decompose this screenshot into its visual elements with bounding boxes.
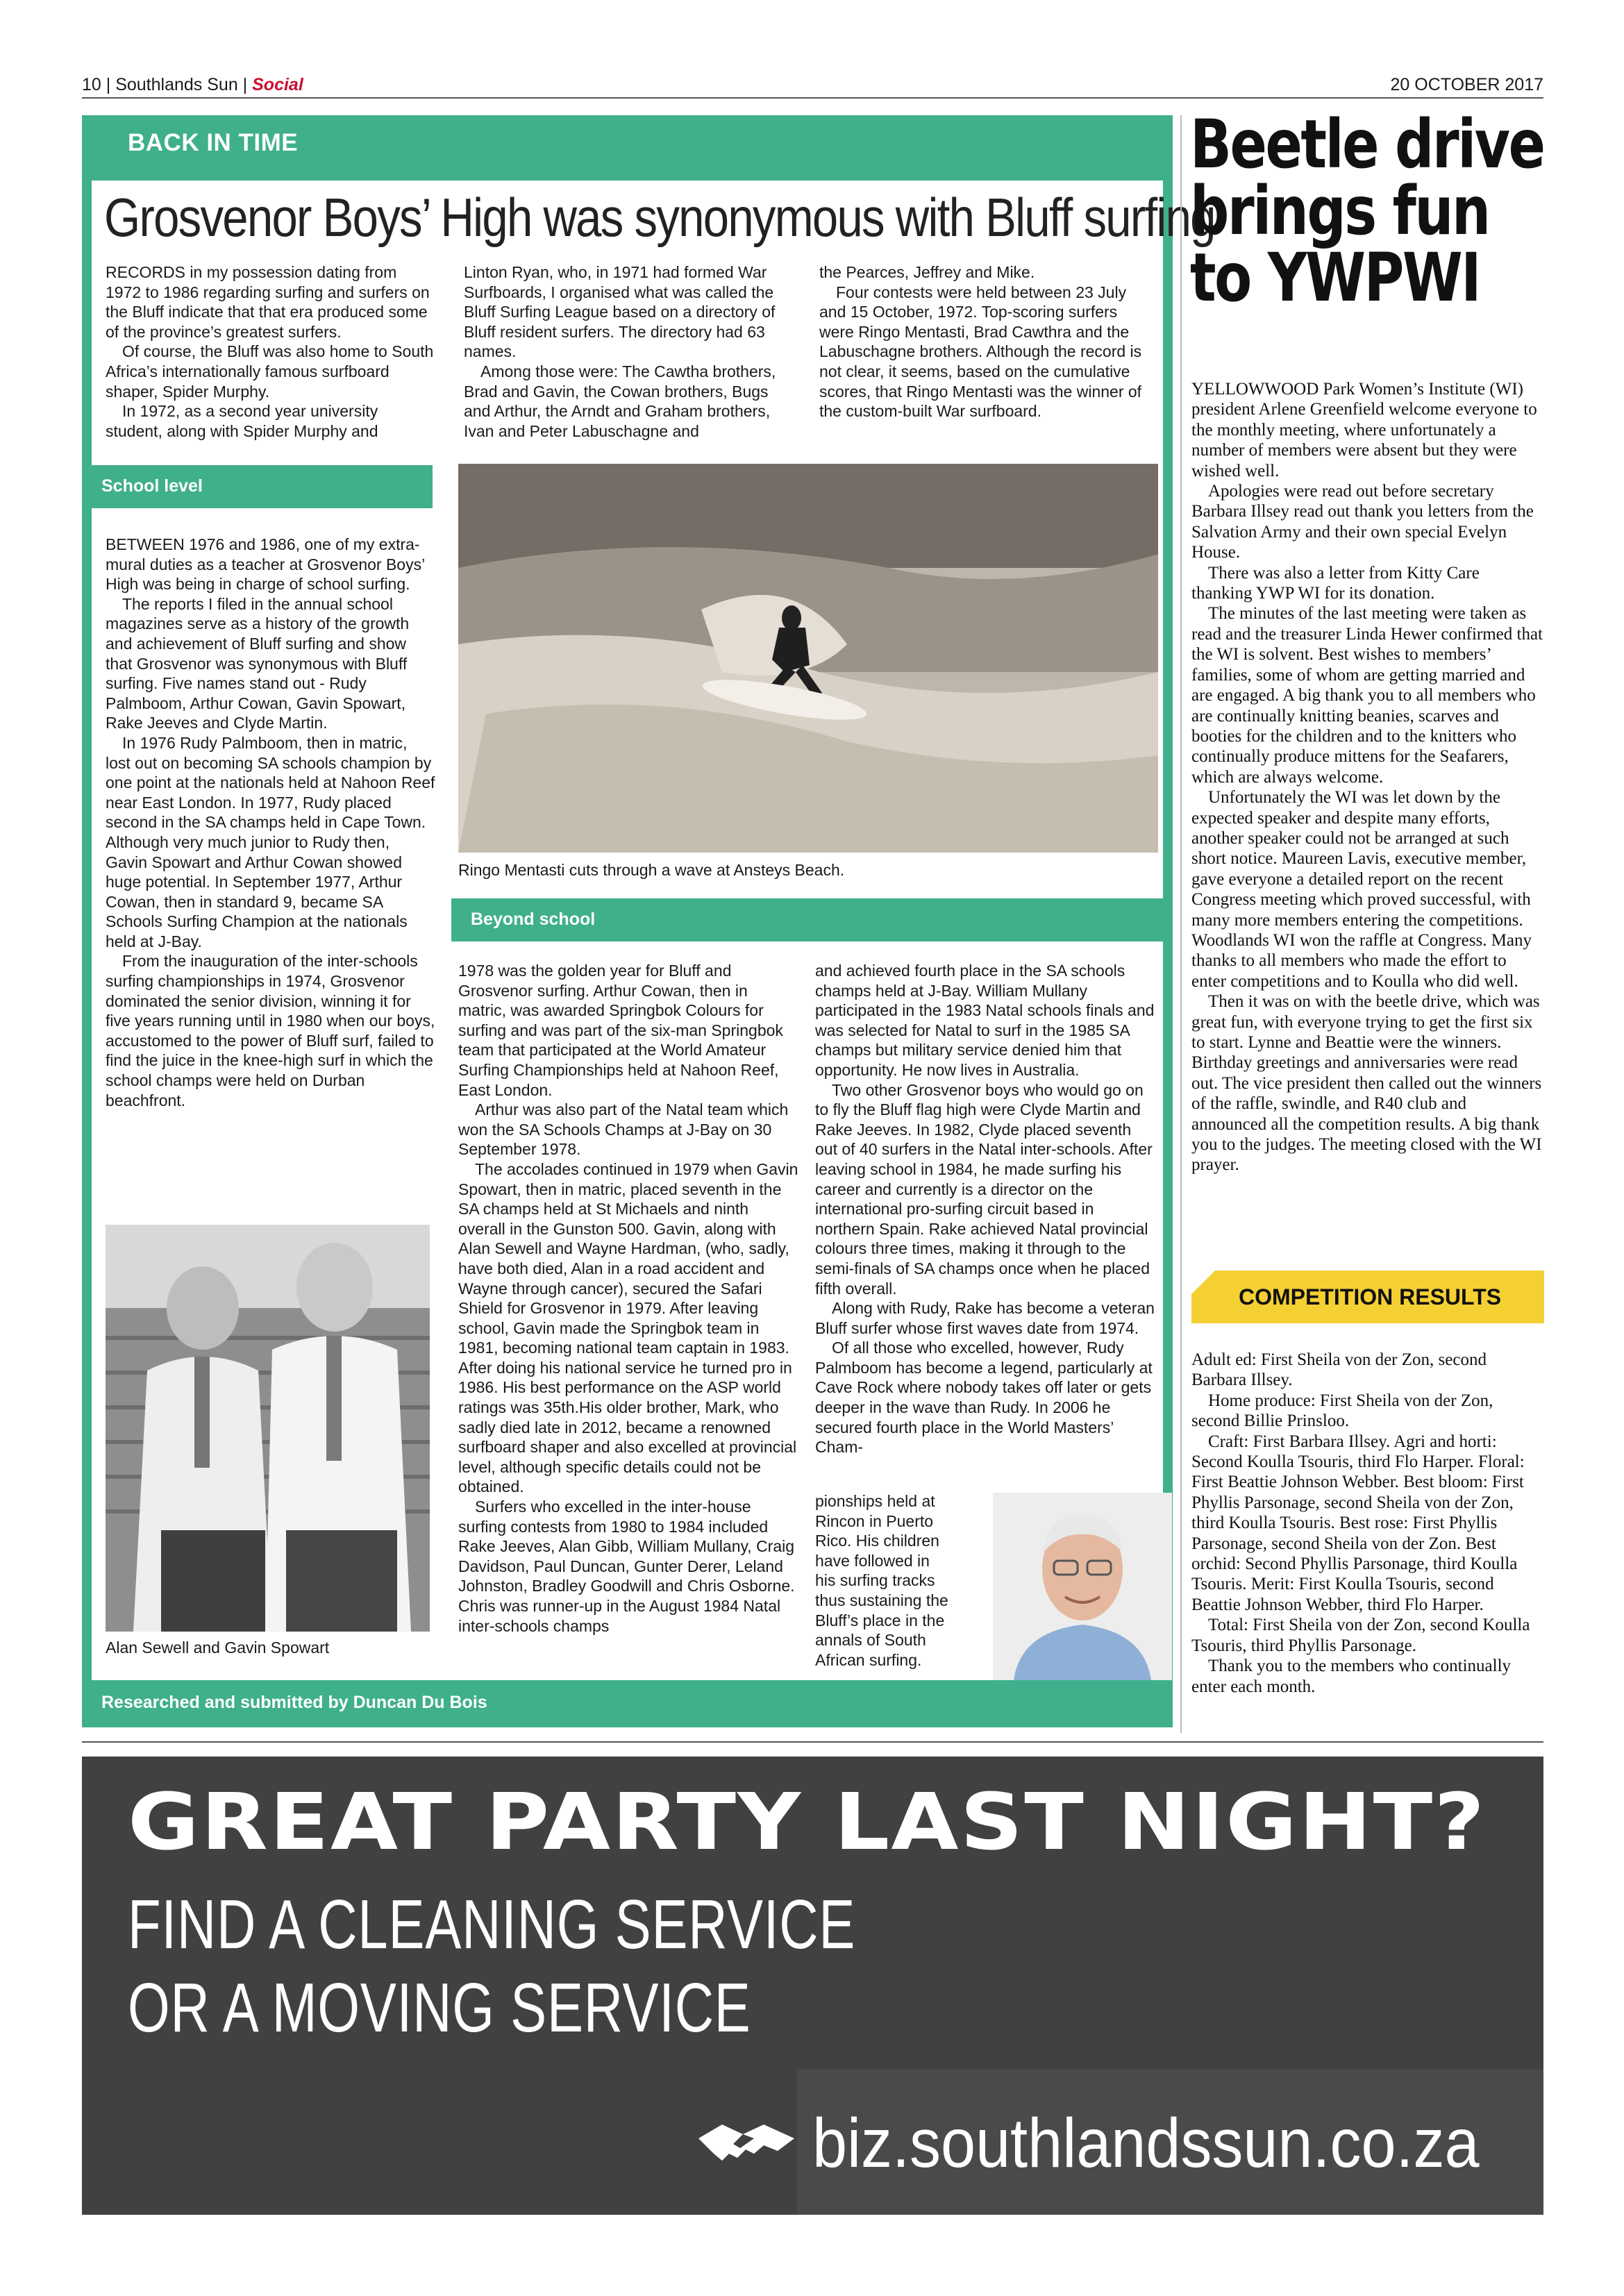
ad-subline xyxy=(128,1883,855,2050)
paragraph: Two other Grosvenor boys who would go on to fly the Bluff flag high were Clyde Martin and Rake Jeeves. In 1982, Clyde placed seventh out of 40 surfers in the Natal inter-schools. After leaving school in 1984, he made surfing his career and currently is a director on the international pro-surfing circuit based in northern Spain. Rake achieved Natal provincial colours three times, making it through to the semi-finals of SA champs once when he placed fifth overall. xyxy=(815,1080,1153,1298)
paragraph: Of course, the Bluff was also home to South Africa’s internationally famous surfboard shaper, Spider Murphy. xyxy=(106,342,434,401)
ad-headline: GREAT PARTY LAST NIGHT? xyxy=(128,1777,1487,1868)
paragraph: RECORDS in my possession dating from 1972 to 1986 regarding surfing and surfers on the Bluff indicate that that era produced some of the province’s greatest surfers. xyxy=(106,263,430,341)
article-credit: Researched and submitted by Duncan Du Bois xyxy=(82,1680,1173,1727)
school-level-subhead: School level xyxy=(82,465,433,508)
paragraph: Unfortunately the WI was let down by the expected speaker and despite many efforts, another speaker could not be arranged at such short notice. Maureen Lavis, executive member, gave everyone a detailed report on the recent Congress meeting which proved successful, with many more members entering the competitions. Woodlands WI won the raffle at Congress. Many thanks to all members who made the effort to enter competitions and to Koulla who did well. xyxy=(1191,788,1532,991)
beyond-school-column-a xyxy=(458,961,798,1636)
handshake-icon xyxy=(694,2111,798,2180)
beyond-school-column-b-tail xyxy=(815,1491,982,1670)
competition-results-body xyxy=(1191,1350,1544,1697)
header-rule xyxy=(82,97,1543,99)
paragraph: The minutes of the last meeting were taken as read and the treasurer Linda Hewer confirmed that the WI is solvent. Best wishes to members’ families, some of whom are getting married and are engaged. A big thank you to all members who are continually knitting beanies, scarves and booties for the children and to the knitters who continually produce mittens for the Seafarers, which are always welcome. xyxy=(1191,604,1543,787)
intro-column-1 xyxy=(106,262,435,441)
headline-line: Beetle drive xyxy=(1190,106,1544,183)
intro-column-2 xyxy=(464,262,794,441)
paragraph: Among those were: The Cawtha brothers, Brad and Gavin, the Cowan brothers, Bugs and Arthur, the Arndt and Graham brothers, Ivan and Peter Labuschagne and xyxy=(464,362,776,440)
photo-alan-sewell-gavin-spowart xyxy=(106,1225,430,1632)
paragraph: Surfers who excelled in the inter-house surfing contests from 1980 to 1984 included Rake Jeeves, Alan Gibb, William Mullany, Craig Davidson, Paul Duncan, Gunter Derer, Leland Johnston, Bradley Goodwill and Chris Osborne. Chris was runner-up in the August 1984 Natal inter-schools champs xyxy=(458,1498,795,1635)
paragraph: the Pearces, Jeffrey and Mike. xyxy=(819,263,1035,281)
issue-date: 20 OCTOBER 2017 xyxy=(1390,74,1543,94)
text-line: his surfing tracks xyxy=(815,1571,935,1590)
text-line: thus sustaining the xyxy=(815,1591,948,1609)
column-divider xyxy=(1180,115,1182,1733)
beetle-drive-body xyxy=(1191,379,1544,1175)
paragraph: and achieved fourth place in the SA schools champs held at J-Bay. William Mullany participated in the 1983 Natal schools finals and was selected for Natal to surf in the 1985 SA champs but military service denied him that opportunity. He now lives in Australia. xyxy=(815,962,1155,1079)
article-headline: Grosvenor Boys’ High was synonymous with Bluff surfing xyxy=(104,187,1215,248)
paragraph: Linton Ryan, who, in 1971 had formed War Surfboards, I organised what was called the Bluff Surfing League based on a directory of Bluff resident surfers. The directory had 63 names. xyxy=(464,263,776,361)
paragraph: YELLOWWOOD Park Women’s Institute (WI) president Arlene Greenfield welcome everyone to the monthly meeting, where unfortunately a number of members were absent but they were wished well. xyxy=(1191,380,1537,480)
photo-boys-illustration xyxy=(106,1225,430,1632)
paragraph: BETWEEN 1976 and 1986, one of my extra-mural duties as a teacher at Grosvenor Boys’ High was being in charge of school surfing. xyxy=(106,535,425,594)
text-line: Rico. His children xyxy=(815,1532,939,1550)
paragraph: 1978 was the golden year for Bluff and Grosvenor surfing. Arthur Cowan, then in matric, was awarded Springbok Colours for surfing and was part of the six-man Springbok team that participated at the World Amateur Surfing Championships held at Nahoon Reef, East London. xyxy=(458,962,783,1099)
text-line: Rincon in Puerto xyxy=(815,1511,934,1530)
paragraph: Craft: First Barbara Illsey. Agri and horti: Second Koulla Tsouris, third Flo Harper. Floral: First Beattie Johnson Webber. Best bloom: First Phyllis Parsonage, second Sheila von der Zon, third Koulla Tsouris. Best rose: First Phyllis Parsonage, second Sheila von der Zon. Best orchid: Second Phyllis Parsonage, third Koulla Tsouris. Merit: First Koulla Tsouris, second Beattie Johnson Webber, third Flo Harper. xyxy=(1191,1432,1525,1614)
paragraph: Four contests were held between 23 July and 15 October, 1972. Top-scoring surfers were Ringo Mentasti, Brad Cawthra and the Labuschagne brothers. Although the record is not clear, it seems, based on the cumulative scores, that Ringo Mentasti was the winner of the custom-built War surfboard. xyxy=(819,283,1142,421)
intro-column-3 xyxy=(819,262,1149,421)
bottom-rule xyxy=(82,1741,1543,1743)
competition-results-heading: COMPETITION RESULTS xyxy=(1191,1271,1544,1323)
paragraph: Total: First Sheila von der Zon, second Koulla Tsouris, third Phyllis Parsonage. xyxy=(1191,1616,1530,1655)
paragraph: Arthur was also part of the Natal team which won the SA Schools Champs at J-Bay on 30 September 1978. xyxy=(458,1100,789,1159)
beyond-school-column-b xyxy=(815,961,1155,1457)
paragraph: Then it was on with the beetle drive, which was great fun, with everyone trying to get the first six to start. Lynne and Beattie were the winners. Birthday greetings and anniversaries were read out. The vice president then called out the winners of the raffle, swindle, and R40 club and announced all the competition results. A big thank you to the judges. The meeting closed with the WI prayer. xyxy=(1191,992,1542,1175)
publication-name: Southlands Sun xyxy=(115,74,238,94)
author-portrait-illustration xyxy=(993,1493,1172,1680)
paragraph: Thank you to the members who continually enter each month. xyxy=(1191,1657,1512,1696)
beyond-school-subhead: Beyond school xyxy=(451,898,1172,941)
page-number: 10 xyxy=(82,74,101,94)
text-line: annals of South xyxy=(815,1631,926,1650)
page-folio: 10 | Southlands Sun | Social xyxy=(82,74,303,94)
section-name: Social xyxy=(252,74,303,94)
headline-line: to YWPWI xyxy=(1190,239,1480,317)
photo-surf-illustration xyxy=(458,464,1158,853)
photo-boys-caption: Alan Sewell and Gavin Spowart xyxy=(106,1639,330,1657)
paragraph: In 1972, as a second year university student, along with Spider Murphy and xyxy=(106,402,378,440)
paragraph: Apologies were read out before secretary Barbara Illsey read out thank you letters from the Salvation Army and their own special Evelyn House. xyxy=(1191,482,1534,562)
ad-subline-1: FIND A CLEANING SERVICE xyxy=(128,1886,856,1963)
photo-surf-caption: Ringo Mentasti cuts through a wave at Ansteys Beach. xyxy=(458,861,845,879)
text-line: Bluff’s place in the xyxy=(815,1611,945,1629)
ad-subline-2: OR A MOVING SERVICE xyxy=(128,1969,751,2047)
ad-url[interactable]: biz.southlandssun.co.za xyxy=(812,2104,1480,2182)
paragraph: The reports I filed in the annual school magazines serve as a history of the growth and achievement of Bluff surfing and show that Grosvenor was synonymous with Bluff surfing. Five names stand out - Rudy Palmboom, Arthur Cowan, Gavin Spowart, Rake Jeeves and Clyde Martin. xyxy=(106,594,410,732)
beetle-drive-headline xyxy=(1190,106,1544,317)
school-level-column xyxy=(106,535,435,1110)
page-header xyxy=(82,72,1543,97)
paragraph: The accolades continued in 1979 when Gavin Spowart, then in matric, placed seventh in the SA champs held at St Michaels and ninth overall in the Gunston 500. Gavin, along with Alan Sewell and Wayne Hardman, (who, sadly, have both died, Alan in a road accident and Wayne through cancer), secured the Safari Shield for Grosvenor in 1979. After leaving school, Gavin made the Springbok team in 1981, becoming national team captain in 1983. After doing his national service he turned pro in 1986. His best performance on the ASP world ratings was 35th.His older brother, Mark, who sadly died late in 2012, became a renowned surfboard shaper and also excelled at provincial level, although specific details could not be obtained. xyxy=(458,1159,798,1496)
text-line: African surfing. xyxy=(815,1650,922,1669)
paragraph: From the inauguration of the inter-schools surfing championships in 1974, Grosvenor dominated the senior division, winning it for five years running until in 1980 when our boys, accustomed to the power of Bluff surf, failed to find the juice in the knee-high surf in which the school champs were held on Durban beachfront. xyxy=(106,952,435,1109)
paragraph: Home produce: First Sheila von der Zon, second Billie Prinsloo. xyxy=(1191,1391,1493,1431)
heading-notch xyxy=(1191,1271,1215,1294)
paragraph: Of all those who excelled, however, Rudy Palmboom has become a legend, particularly at Cave Rock where nobody takes off later or gets deeper in the wave than Rudy. In 2006 he secured fourth place in the World Masters’ Cham- xyxy=(815,1339,1153,1457)
photo-surf-ringo-mentasti xyxy=(458,464,1158,853)
paragraph: In 1976 Rudy Palmboom, then in matric, lost out on becoming SA schools champion by one point at the nationals held at Nahoon Reef near East London. In 1977, Rudy placed second in the SA champs held in Cape Town. Although very much junior to Rudy then, Gavin Spowart and Arthur Cowan showed huge potential. In September 1977, Arthur Cowan, then in standard 9, became SA Schools Surfing Champion at the nationals held at J-Bay. xyxy=(106,733,435,950)
paragraph: Adult ed: First Sheila von der Zon, second Barbara Illsey. xyxy=(1191,1350,1487,1390)
author-portrait xyxy=(993,1493,1172,1680)
text-line: pionships held at xyxy=(815,1492,935,1510)
text-line: have followed in xyxy=(815,1551,930,1570)
kicker-tab: BACK IN TIME xyxy=(104,115,305,171)
headline-line: brings fun xyxy=(1190,172,1489,250)
paragraph: Along with Rudy, Rake has become a veteran Bluff surfer whose first waves date from 1974. xyxy=(815,1299,1155,1337)
paragraph: There was also a letter from Kitty Care thanking YWP WI for its donation. xyxy=(1191,563,1480,603)
